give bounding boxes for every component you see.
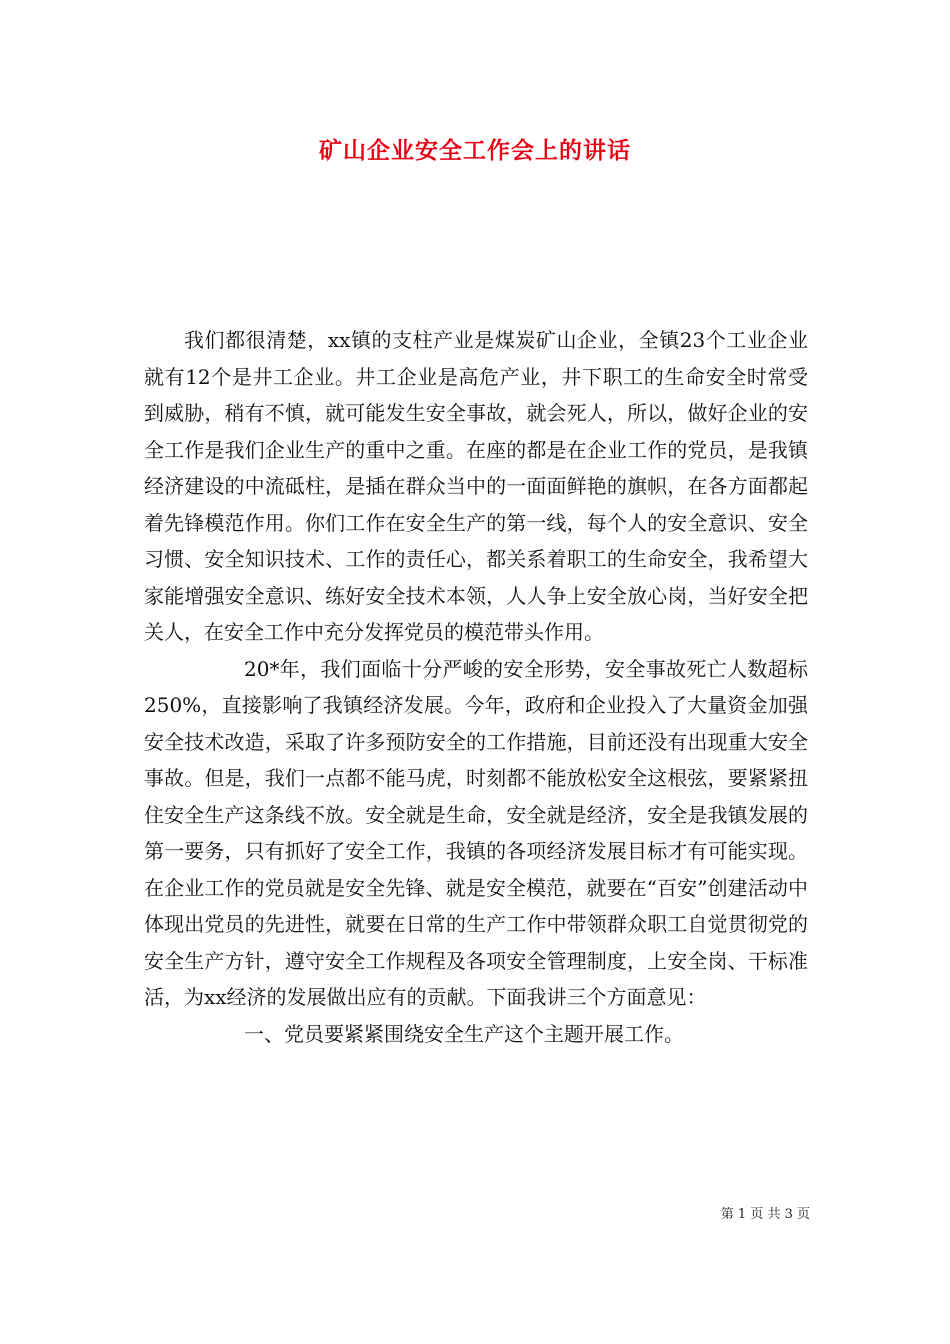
paragraph-2: 20*年，我们面临十分严峻的安全形势，安全事故死亡人数超标250%，直接影响了我镇经济发展。今年，政府和企业投入了大量资金加强安全技术改造，采取了许多预防安全的工作措施，目前还没有出现重大安全事故。但是，我们一点都不能马虎，时刻都不能放松安全这根弦，要紧紧扭住安全生产这条线不放。安全就是生命，安全就是经济，安全是我镇发展的第一要务，只有抓好了安全工作，我镇的各项经济发展目标才有可能实现。在企业工作的党员就是安全先锋、就是安全模范，就要在“百安”创建活动中体现出党员的先进性，就要在日常的生产工作中带领群众职工自觉贯彻党的安全生产方针，遵守安全工作规程及各项安全管理制度，上安全岗、干标准活，为xx经济的发展做出应有的贡献。下面我讲三个方面意见： (144, 656, 808, 1009)
document-body (144, 322, 808, 1052)
page-footer: 第 1 页 共 3 页 (720, 1207, 810, 1222)
document-title: 矿山企业安全工作会上的讲话 (319, 137, 631, 164)
section-heading-1: 一、党员要紧紧围绕安全生产这个主题开展工作。 (244, 1021, 684, 1046)
paragraph-1: 我们都很清楚，xx镇的支柱产业是煤炭矿山企业，全镇23个工业企业就有12个是井工企业。井工企业是高危产业，井下职工的生命安全时常受到威胁，稍有不慎，就可能发生安全事故，就会死人，所以，做好企业的安全工作是我们企业生产的重中之重。在座的都是在企业工作的党员，是我镇经济建设的中流砥柱，是插在群众当中的一面面鲜艳的旗帜，在各方面都起着先锋模范作用。你们工作在安全生产的第一线，每个人的安全意识、安全习惯、安全知识技术、工作的责任心，都关系着职工的生命安全，我希望大家能增强安全意识、练好安全技术本领，人人争上安全放心岗，当好安全把关人，在安全工作中充分发挥党员的模范带头作用。 (144, 328, 808, 644)
